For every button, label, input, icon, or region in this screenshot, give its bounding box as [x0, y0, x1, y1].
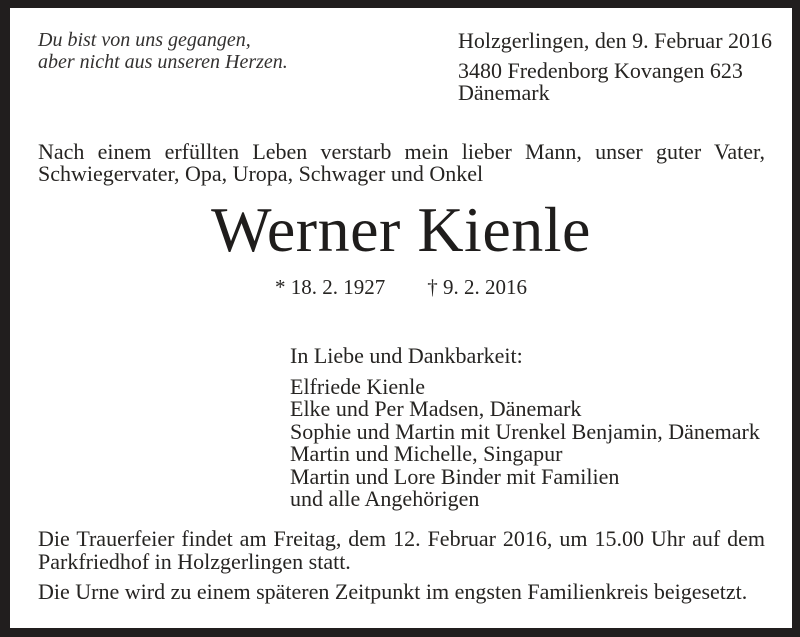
mourner-item: und alle Angehörigen	[290, 486, 480, 512]
intro-paragraph: Nach einem erfüllten Leben verstarb mein lieber Mann, unser guter Vater, Schwiegervater, Opa, Uropa, Schwager und Onkel	[38, 139, 765, 186]
address-street: 3480 Fredenborg Kovangen 623	[458, 58, 743, 83]
tribute-block	[290, 345, 760, 510]
mourner-item: Elke und Per Madsen, Dänemark	[290, 396, 582, 422]
address-country: Dänemark	[458, 80, 550, 105]
life-dates-row	[10, 276, 792, 298]
address-block	[458, 60, 772, 104]
death-date: † 9. 2. 2016	[427, 275, 527, 299]
epigraph-line-1: Du bist von uns gegangen,	[38, 29, 251, 51]
deceased-name: Werner Kienle	[211, 194, 591, 265]
place-and-date: Holzgerlingen, den 9. Februar 2016	[458, 28, 773, 53]
epigraph-line-2: aber nicht aus unseren Herzen.	[38, 51, 288, 73]
funeral-info-paragraph: Die Trauerfeier findet am Freitag, dem 12. Februar 2016, um 15.00 Uhr auf dem Parkfriedhof in Holzgerlingen statt.	[38, 526, 765, 574]
urn-info-paragraph: Die Urne wird zu einem späteren Zeitpunkt im engsten Familienkreis beigesetzt.	[38, 579, 748, 604]
dateline-block	[458, 30, 772, 104]
birth-date: * 18. 2. 1927	[275, 275, 386, 299]
mourners-list	[290, 376, 760, 510]
mourner-item: Martin und Lore Binder mit Familien	[290, 463, 620, 489]
mourner-item: Martin und Michelle, Singapur	[290, 441, 563, 467]
tribute-heading: In Liebe und Dankbarkeit:	[290, 343, 523, 368]
deceased-name-row	[10, 194, 792, 265]
mourner-item: Sophie und Martin mit Urenkel Benjamin, Dänemark	[290, 418, 760, 444]
mourner-item: Elfriede Kienle	[290, 374, 425, 399]
epigraph-quote	[38, 29, 288, 73]
